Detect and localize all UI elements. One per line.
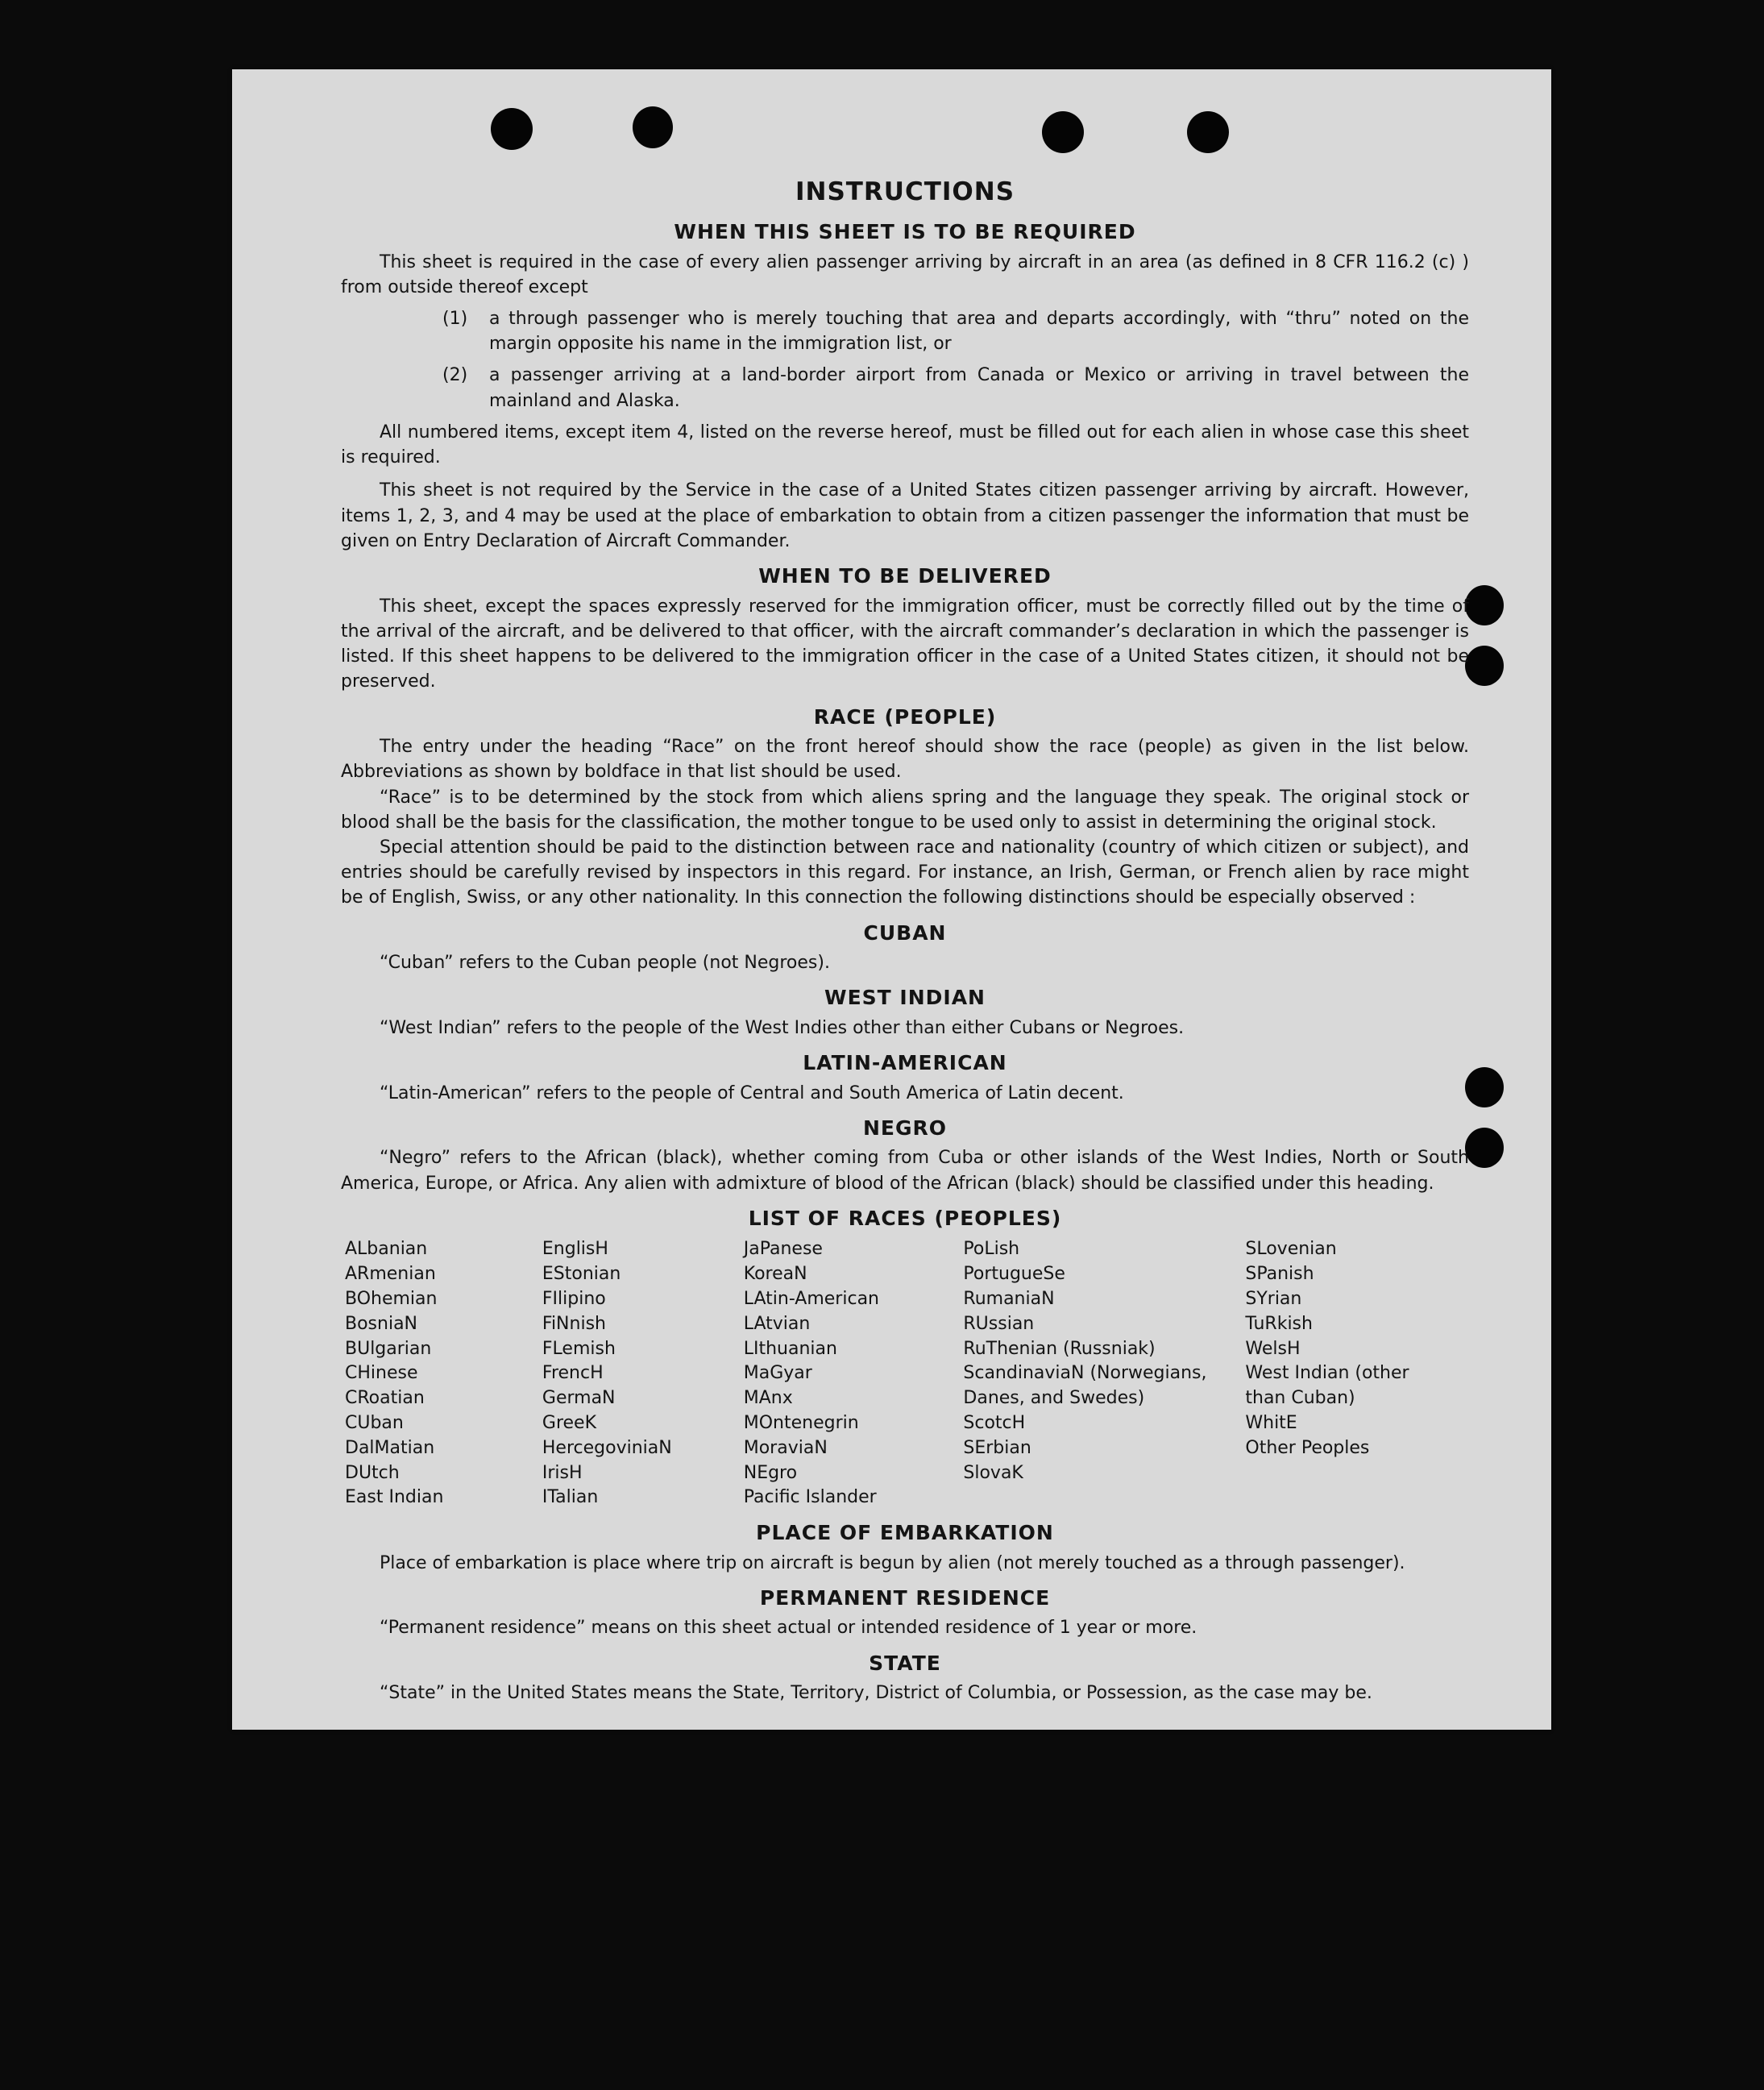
item-number: (1) [442,308,468,329]
race-entry: MoraviaN [743,1437,828,1458]
embarkation-text: Place of embarkation is place where trip on aircraft is begun by alien (not merely touched as a through passenger). [380,1552,1405,1573]
race-entry: KoreaN [743,1264,807,1285]
race-entry: ITalian [542,1487,599,1508]
punch-hole [1465,585,1504,625]
races-column-2 [542,1237,744,1510]
race-entry: ScotcH [963,1412,1026,1433]
race-entry: TuRkish [1245,1313,1313,1334]
race-entry: IrisH [542,1462,583,1483]
race-entry: WhitE [1245,1412,1297,1433]
heading-cuban: CUBAN [863,920,947,945]
race-entry: FLemish [542,1338,616,1359]
instructions-content [341,174,1469,1706]
race-entry: MaGyar [743,1363,812,1384]
races-column-1 [345,1237,542,1510]
punch-hole [633,106,673,148]
race-entry: DUtch [345,1462,400,1483]
exception-item-2 [442,363,1469,413]
race-entry: LAtvian [743,1313,811,1334]
item-number: (2) [442,365,468,386]
punch-hole [1465,646,1504,686]
heading-west-indian: WEST INDIAN [824,986,986,1010]
page-title: INSTRUCTIONS [795,177,1015,206]
race-entry: MAnx [743,1388,793,1409]
state-text: “State” in the United States means the State, Territory, District of Columbia, or Possession, as the case may be. [380,1683,1372,1704]
race-para-3: Special attention should be paid to the distinction between race and nationality (country of which citizen or subject), and entries should be carefully revised by inspectors in this regard. For instance, an Irish, German, or French alien by race might be of English, Swiss, or any other nationality. In this connection the following distinctions should be especially observed : [341,837,1469,908]
race-entry: ScandinaviaN (Norwegians, Danes, and Swedes) [963,1363,1207,1409]
heading-delivered: WHEN TO BE DELIVERED [758,564,1052,588]
races-column-5 [1245,1237,1469,1510]
race-entry: SLovenian [1245,1239,1337,1260]
heading-residence: PERMANENT RESIDENCE [759,1585,1051,1610]
race-entry: PortugueSe [963,1264,1065,1285]
heading-race: RACE (PEOPLE) [813,704,997,729]
race-entry: Pacific Islander [743,1487,877,1508]
item-text: a passenger arriving at a land-border airport from Canada or Mexico or arriving in travel between the mainland and Alaska. [489,365,1469,411]
heading-embarkation: PLACE OF EMBARKATION [756,1521,1054,1545]
race-entry: EnglisH [542,1239,608,1260]
document-sheet [232,69,1551,1730]
latin-american-text: “Latin-American” refers to the people of Central and South America of Latin decent. [380,1082,1124,1103]
race-entry: ARmenian [345,1264,436,1285]
race-entry: CRoatian [345,1388,425,1409]
races-column-4 [963,1237,1245,1510]
race-para-2: “Race” is to be determined by the stock from which aliens spring and the language they speak. The original stock or blood shall be the basis for the classification, the mother tongue to be used only to assist in determining the original stock. [341,787,1469,833]
race-entry: WelsH [1245,1338,1301,1359]
race-entry: West Indian (other than Cuban) [1245,1363,1409,1409]
race-entry: MOntenegrin [743,1412,859,1433]
race-entry: RumaniaN [963,1288,1055,1309]
race-entry: CUban [345,1412,404,1433]
race-entry: FIlipino [542,1288,606,1309]
race-entry: HercegoviniaN [542,1437,672,1458]
race-entry: RUssian [963,1313,1035,1334]
race-entry: GermaN [542,1388,616,1409]
required-para-3: This sheet is not required by the Service in the case of a United States citizen passenger arriving by aircraft. However, items 1, 2, 3, and 4 may be used at the place of embarkation to obtain from a citizen passenger the information that must be given on Entry Declaration of Aircraft Commander. [341,480,1469,551]
race-entry: FiNnish [542,1313,606,1334]
heading-negro: NEGRO [862,1116,948,1140]
race-entry: LIthuanian [743,1338,837,1359]
residence-text: “Permanent residence” means on this sheet actual or intended residence of 1 year or more. [380,1618,1197,1639]
item-text: a through passenger who is merely touching that area and departs accordingly, with “thru” noted on the margin opposite his name in the immigration list, or [489,308,1469,355]
heading-required: WHEN THIS SHEET IS TO BE REQUIRED [674,220,1136,244]
exception-item-1 [442,306,1469,356]
race-entry: DalMatian [345,1437,435,1458]
race-entry: BUlgarian [345,1338,432,1359]
heading-races-list: LIST OF RACES (PEOPLES) [748,1206,1062,1230]
required-intro: This sheet is required in the case of every alien passenger arriving by aircraft in an area (as defined in 8 CFR 116.2 (c) ) from outside thereof except [341,251,1469,297]
required-para-2: All numbered items, except item 4, listed on the reverse hereof, must be filled out for each alien in whose case this sheet is required. [341,422,1469,468]
race-entry: SlovaK [963,1462,1023,1483]
race-entry: East Indian [345,1487,444,1508]
race-entry: SErbian [963,1437,1031,1458]
west-indian-text: “West Indian” refers to the people of the West Indies other than either Cubans or Negroes. [380,1017,1185,1038]
heading-state: STATE [869,1651,941,1675]
race-entry: SYrian [1245,1288,1302,1309]
heading-latin-american: LATIN-AMERICAN [803,1051,1007,1075]
race-entry: GreeK [542,1412,596,1433]
punch-hole [491,108,533,150]
race-entry: CHinese [345,1363,418,1384]
punch-hole [1187,111,1229,153]
race-entry: NEgro [743,1462,798,1483]
race-entry: BOhemian [345,1288,438,1309]
cuban-text: “Cuban” refers to the Cuban people (not Negroes). [380,953,830,974]
race-entry: EStonian [542,1264,621,1285]
races-column-3 [744,1237,964,1510]
race-entry: ALbanian [345,1239,428,1260]
punch-hole [1465,1128,1504,1168]
race-entry: BosniaN [345,1313,418,1334]
race-entry: Other Peoples [1245,1437,1370,1458]
race-entry: RuThenian (Russniak) [963,1338,1156,1359]
negro-text: “Negro” refers to the African (black), whether coming from Cuba or other islands of the West Indies, North or South America, Europe, or Africa. Any alien with admixture of blood of the African (black) should be classified under this heading. [341,1148,1469,1194]
races-list [345,1237,1469,1510]
race-entry: FrencH [542,1363,604,1384]
race-entry: PoLish [963,1239,1020,1260]
punch-hole [1042,111,1084,153]
race-entry: SPanish [1245,1264,1314,1285]
delivered-text: This sheet, except the spaces expressly reserved for the immigration officer, must be correctly filled out by the time of the arrival of the aircraft, and be delivered to that officer, with the aircraft commander’s declaration in which the passenger is listed. If this sheet happens to be delivered to the immigration officer in the case of a United States citizen, it should not be preserved. [341,596,1469,692]
race-para-1: The entry under the heading “Race” on the front hereof should show the race (people) as given in the list below. Abbreviations as shown by boldface in that list should be used. [341,737,1469,783]
punch-hole [1465,1067,1504,1107]
race-entry: LAtin-American [743,1288,879,1309]
race-entry: JaPanese [743,1239,823,1260]
